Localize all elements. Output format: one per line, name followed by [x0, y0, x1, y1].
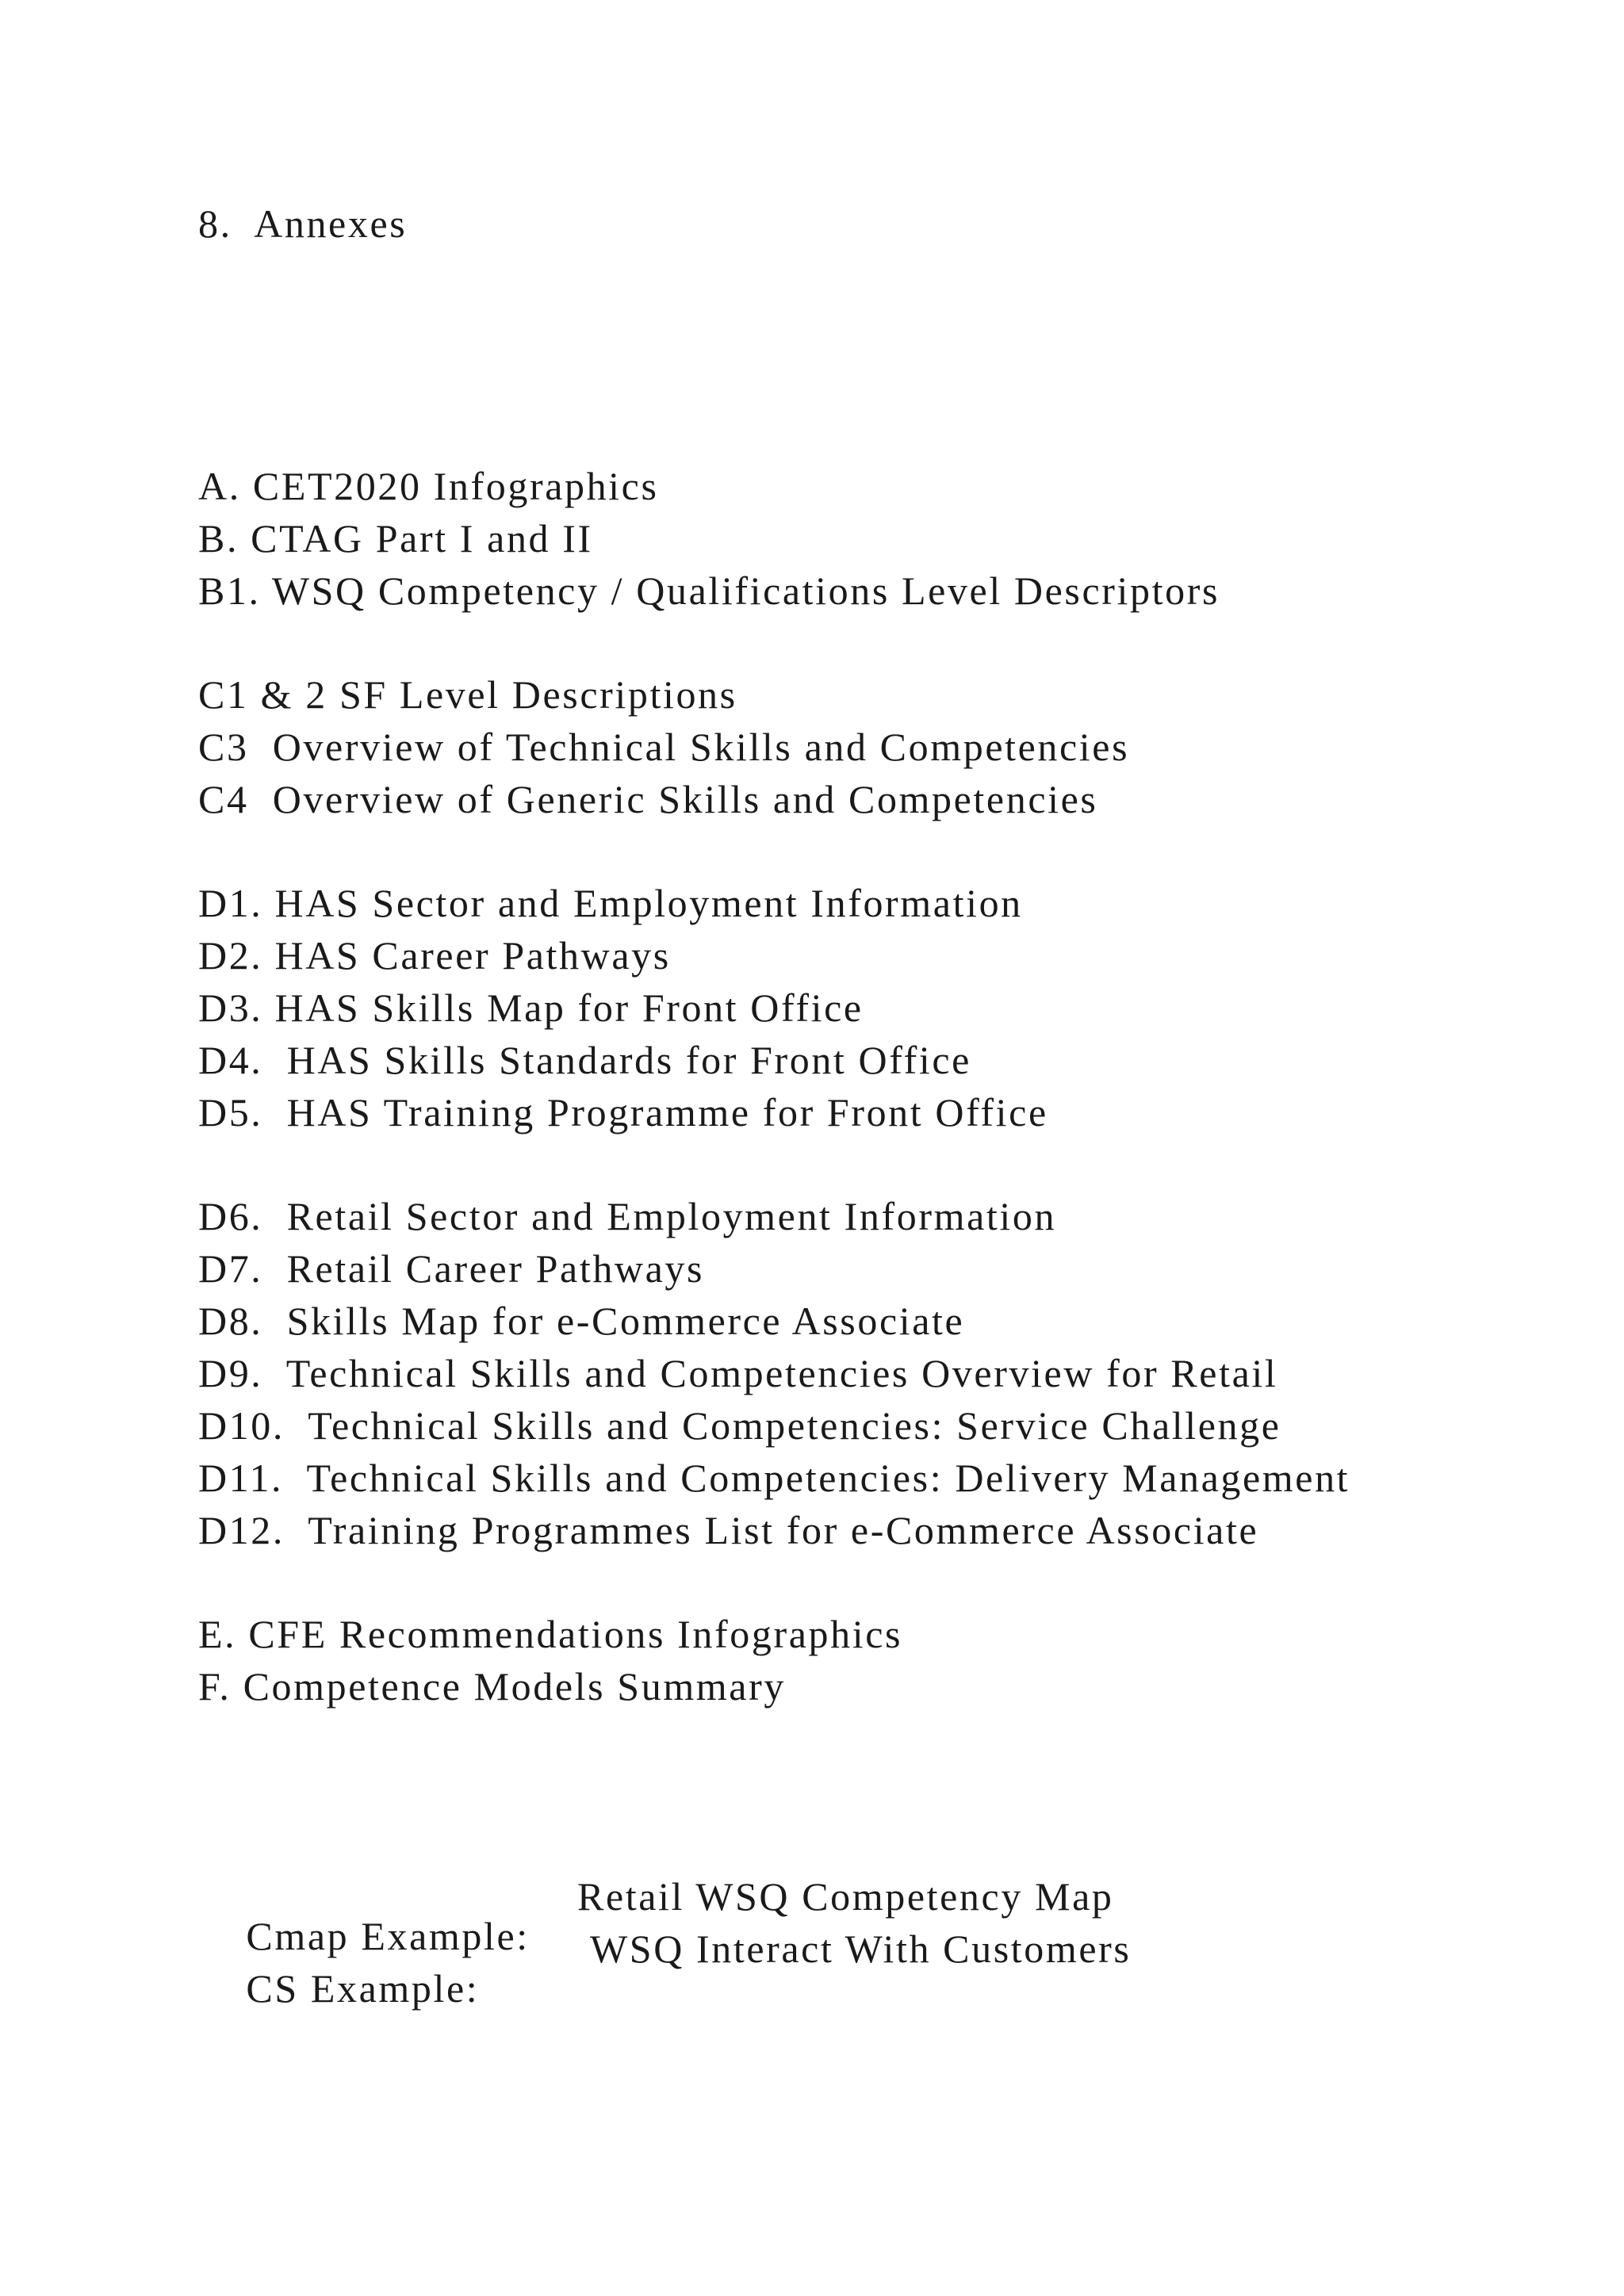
- annex-item: D3. HAS Skills Map for Front Office: [198, 985, 864, 1030]
- annex-item: D11. Technical Skills and Competencies: Delivery Management: [198, 1456, 1350, 1500]
- annex-item: D9. Technical Skills and Competencies Overview for Retail: [198, 1351, 1278, 1395]
- example-label: Cmap Example:: [246, 1914, 530, 1958]
- annex-item: B1. WSQ Competency / Qualifications Level Descriptors: [198, 568, 1220, 613]
- example-value: Retail WSQ Competency Map: [577, 1874, 1114, 1919]
- annex-item: A. CET2020 Infographics: [198, 464, 659, 508]
- annex-item: D2. HAS Career Pathways: [198, 933, 671, 978]
- annex-item: F. Competence Models Summary: [198, 1664, 786, 1709]
- annex-item: D8. Skills Map for e-Commerce Associate: [198, 1299, 965, 1343]
- annex-item: C1 & 2 SF Level Descriptions: [198, 672, 737, 717]
- annex-item: D10. Technical Skills and Competencies: Service Challenge: [198, 1403, 1281, 1448]
- example-row: [198, 1927, 1132, 2087]
- annex-item: C4 Overview of Generic Skills and Competencies: [198, 777, 1098, 821]
- annex-item: D6. Retail Sector and Employment Information: [198, 1194, 1057, 1238]
- example-value: WSQ Interact With Customers: [590, 1927, 1132, 1971]
- annex-item: D1. HAS Sector and Employment Information: [198, 881, 1023, 925]
- annex-item: D12. Training Programmes List for e-Commerce Associate: [198, 1508, 1259, 1552]
- annex-item: D7. Retail Career Pathways: [198, 1246, 705, 1291]
- annex-item: C3 Overview of Technical Skills and Competencies: [198, 725, 1130, 769]
- annex-item: B. CTAG Part I and II: [198, 516, 593, 561]
- section-heading: 8. Annexes: [198, 201, 408, 246]
- annex-item: D4. HAS Skills Standards for Front Office: [198, 1038, 971, 1082]
- annex-item: E. CFE Recommendations Infographics: [198, 1612, 903, 1656]
- annex-item: D5. HAS Training Programme for Front Office: [198, 1090, 1048, 1135]
- example-label: CS Example:: [246, 1966, 480, 2011]
